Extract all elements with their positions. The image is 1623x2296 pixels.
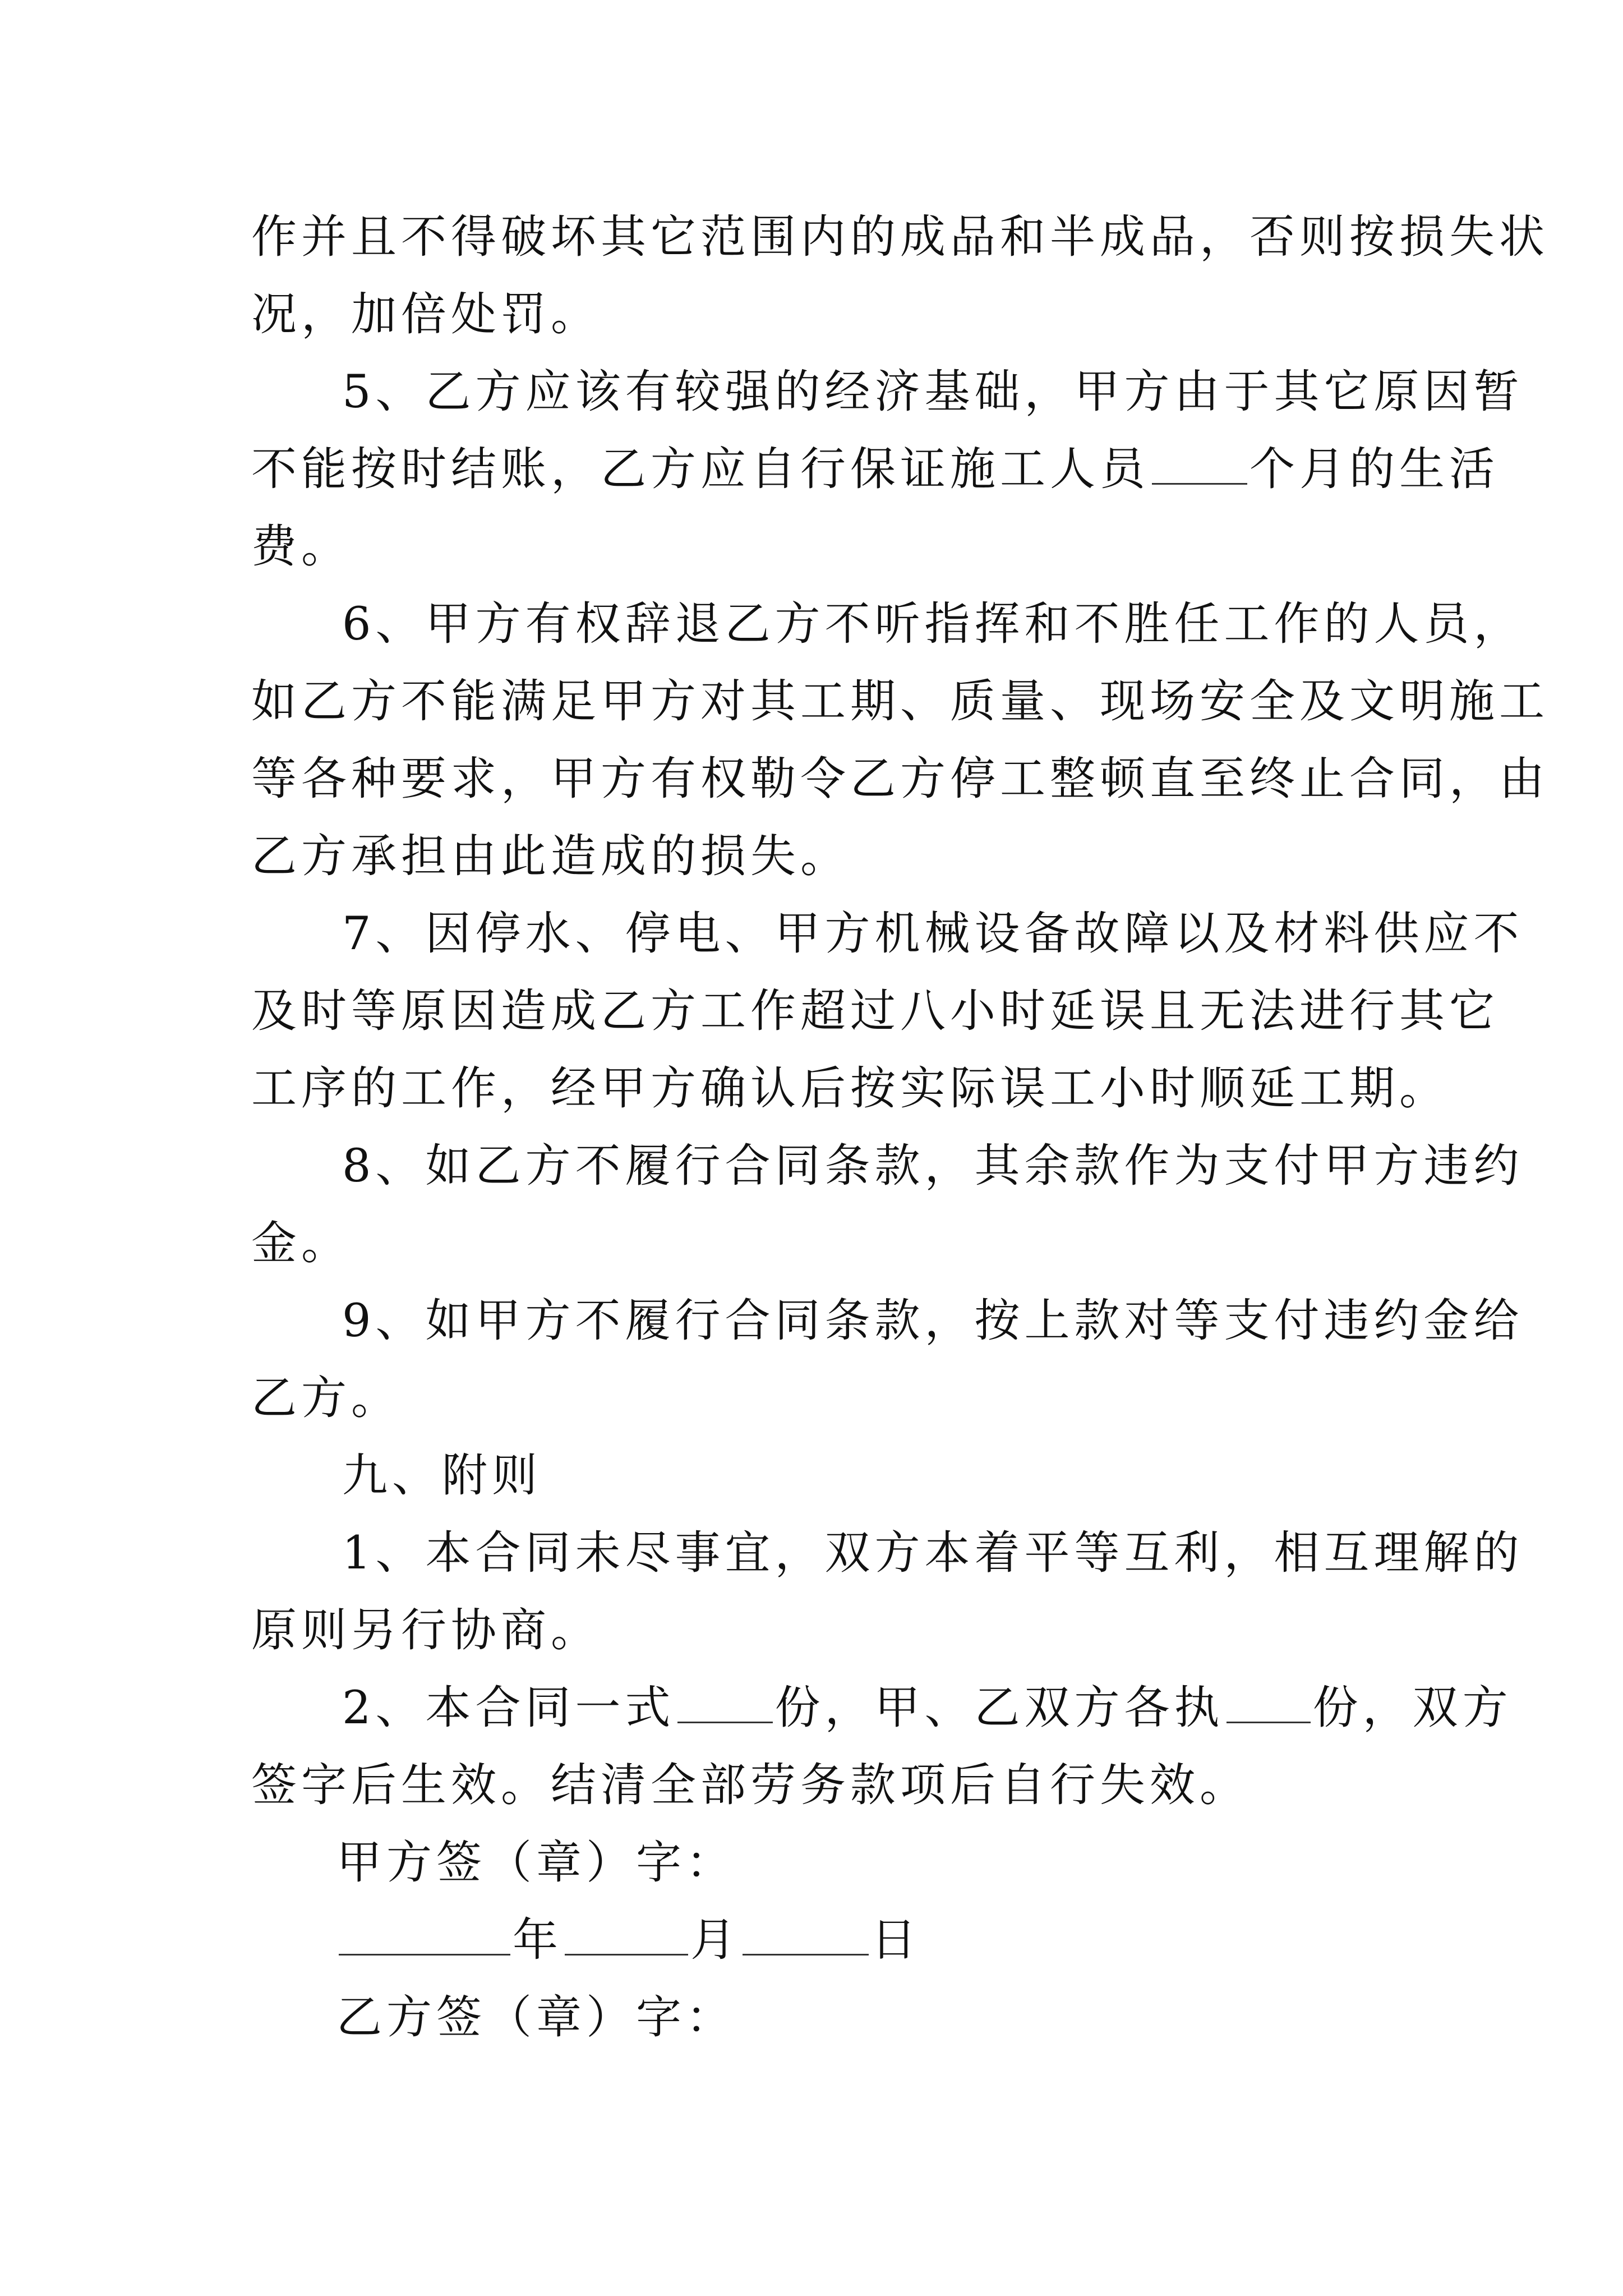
fill-in-blank xyxy=(339,1915,510,1955)
text-line: 作并且不得破坏其它范围内的成品和半成品，否则按损失状 xyxy=(251,211,1550,264)
appendix-clause-1 xyxy=(251,1515,1524,1669)
year-label: 年 xyxy=(513,1914,563,1967)
party-b-signature xyxy=(251,1979,1384,2056)
signature-label: 乙方签（章）字： xyxy=(336,1991,736,2044)
text-line: 乙方。 xyxy=(251,1372,402,1425)
clause-5 xyxy=(251,353,1524,586)
fill-in-blank xyxy=(743,1915,869,1955)
text-line: 及时等原因造成乙方工作超过八小时延误且无法进行其它 xyxy=(251,985,1500,1038)
clause-6 xyxy=(251,586,1550,895)
appendix-clause-2 xyxy=(251,1669,1513,1824)
text-line: 6、甲方有权辞退乙方不听指挥和不胜任工作的人员， xyxy=(342,598,1524,651)
text-line: 原则另行协商。 xyxy=(251,1604,601,1657)
text-line xyxy=(251,431,1500,508)
party-a-signature xyxy=(251,1824,1384,1902)
signature-label: 甲方签（章）字： xyxy=(336,1837,736,1889)
text-line: 工序的工作，经甲方确认后按实际误工小时顺延工期。 xyxy=(251,1062,1450,1115)
fill-in-blank xyxy=(677,1682,773,1723)
clause-9 xyxy=(251,1282,1524,1437)
text-line: 5、乙方应该有较强的经济基础，甲方由于其它原因暂 xyxy=(342,366,1524,418)
text-line: 8、如乙方不履行合同条款，其余款作为支付甲方违约 xyxy=(342,1140,1524,1193)
clause-7 xyxy=(251,895,1524,1128)
contract-body xyxy=(251,199,1550,2056)
date-line xyxy=(251,1902,1384,1979)
text-line: 金。 xyxy=(251,1217,352,1270)
text-line: 1、本合同未尽事宜，双方本着平等互利，相互理解的 xyxy=(342,1527,1524,1580)
section-heading-appendix xyxy=(251,1437,1384,1515)
text-segment: 个月的生活 xyxy=(1249,443,1500,496)
text-line: 等各种要求，甲方有权勒令乙方停工整顿直至终止合同，由 xyxy=(251,753,1550,806)
clause-4-continuation xyxy=(251,199,1550,353)
text-line: 如乙方不能满足甲方对其工期、质量、现场安全及文明施工 xyxy=(251,675,1550,728)
text-line: 签字后生效。结清全部劳务款项后自行失效。 xyxy=(251,1759,1250,1812)
fill-in-blank xyxy=(565,1915,688,1955)
section-title: 九、附则 xyxy=(342,1450,542,1502)
text-line: 7、因停水、停电、甲方机械设备故障以及材料供应不 xyxy=(342,908,1524,960)
text-segment: 份，双方 xyxy=(1312,1682,1513,1734)
fill-in-blank xyxy=(1227,1682,1311,1723)
text-line xyxy=(251,1669,1513,1747)
text-line: 况，加倍处罚。 xyxy=(251,288,601,341)
text-segment: 不能按时结账，乙方应自行保证施工人员 xyxy=(251,443,1150,496)
clause-8 xyxy=(251,1128,1524,1282)
fill-in-blank xyxy=(1152,444,1247,485)
text-line: 费。 xyxy=(251,521,352,573)
text-segment: 2、本合同一式 xyxy=(342,1682,675,1734)
text-line: 9、如甲方不履行合同条款，按上款对等支付违约金给 xyxy=(342,1295,1524,1347)
text-line: 乙方承担由此造成的损失。 xyxy=(251,830,851,883)
month-label: 月 xyxy=(690,1914,741,1967)
text-segment: 份，甲、乙双方各执 xyxy=(774,1682,1224,1734)
day-label: 日 xyxy=(871,1914,921,1967)
signature-date xyxy=(251,1902,1384,1979)
